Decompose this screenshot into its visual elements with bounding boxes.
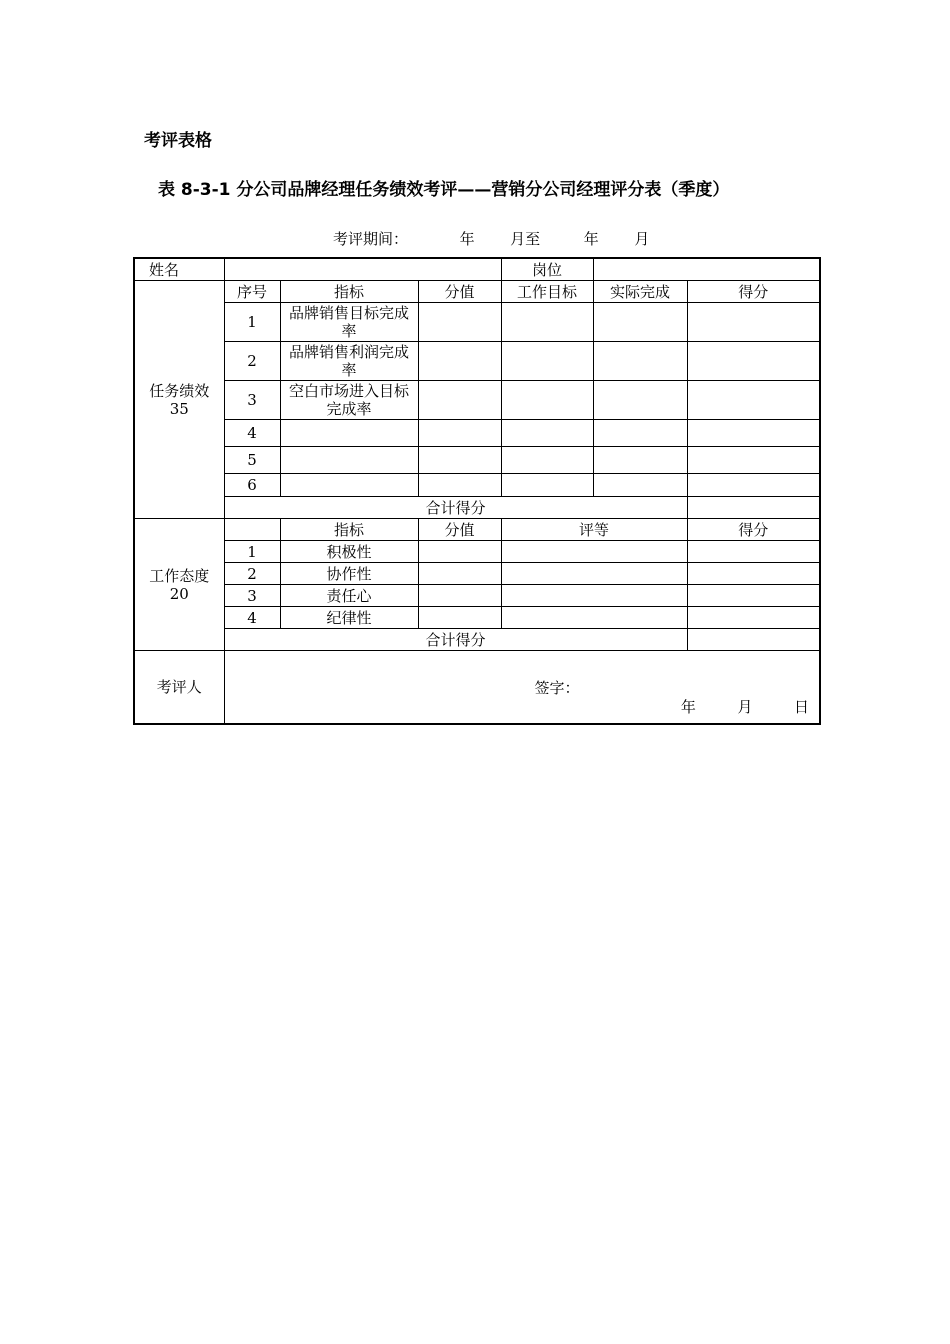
section-heading: 考评表格 xyxy=(144,131,212,151)
work-target-cell[interactable] xyxy=(501,474,593,497)
actual-cell[interactable] xyxy=(593,447,687,474)
work-target-cell[interactable] xyxy=(501,420,593,447)
rating-cell[interactable] xyxy=(501,607,687,629)
score-value-cell[interactable] xyxy=(418,303,501,342)
evaluator-signature-area[interactable] xyxy=(224,651,820,725)
row-seq: 1 xyxy=(224,541,280,563)
table-row xyxy=(134,381,820,420)
table-row xyxy=(134,585,820,607)
score-value-cell[interactable] xyxy=(418,381,501,420)
row-indicator: 空白市场进入目标完成率 xyxy=(280,381,418,420)
task-total-label: 合计得分 xyxy=(224,497,687,519)
actual-cell[interactable] xyxy=(593,420,687,447)
work-target-cell[interactable] xyxy=(501,381,593,420)
score-cell[interactable] xyxy=(687,541,820,563)
table-row xyxy=(134,420,820,447)
score-cell[interactable] xyxy=(687,420,820,447)
table-row xyxy=(134,607,820,629)
header-score-value: 分值 xyxy=(418,281,501,303)
row-indicator: 品牌销售目标完成率 xyxy=(280,303,418,342)
row-seq: 1 xyxy=(224,303,280,342)
score-cell[interactable] xyxy=(687,585,820,607)
actual-cell[interactable] xyxy=(593,303,687,342)
row-seq: 4 xyxy=(224,607,280,629)
period-month-to: 月至 xyxy=(510,230,541,248)
table-row xyxy=(134,303,820,342)
task-section-name: 任务绩效 xyxy=(149,381,210,400)
attitude-header-score-value: 分值 xyxy=(418,519,501,541)
actual-cell[interactable] xyxy=(593,474,687,497)
score-cell[interactable] xyxy=(687,474,820,497)
score-value-cell[interactable] xyxy=(418,607,501,629)
evaluation-period xyxy=(333,228,649,249)
row-seq: 5 xyxy=(224,447,280,474)
score-cell[interactable] xyxy=(687,563,820,585)
row-seq: 3 xyxy=(224,381,280,420)
header-seq: 序号 xyxy=(224,281,280,303)
row-indicator: 纪律性 xyxy=(280,607,418,629)
row-indicator[interactable] xyxy=(280,447,418,474)
signature-month: 月 xyxy=(737,698,753,716)
position-label: 岗位 xyxy=(501,258,593,281)
attitude-total-label: 合计得分 xyxy=(224,629,687,651)
row-indicator[interactable] xyxy=(280,420,418,447)
evaluator-label: 考评人 xyxy=(134,651,224,725)
score-cell[interactable] xyxy=(687,303,820,342)
work-target-cell[interactable] xyxy=(501,447,593,474)
rating-cell[interactable] xyxy=(501,585,687,607)
row-indicator: 责任心 xyxy=(280,585,418,607)
rating-cell[interactable] xyxy=(501,541,687,563)
table-row xyxy=(134,447,820,474)
period-year-1: 年 xyxy=(459,230,475,248)
score-cell[interactable] xyxy=(687,607,820,629)
score-value-cell[interactable] xyxy=(418,447,501,474)
period-month-2: 月 xyxy=(634,230,650,248)
header-work-target: 工作目标 xyxy=(501,281,593,303)
row-indicator: 协作性 xyxy=(280,563,418,585)
row-seq: 2 xyxy=(224,563,280,585)
name-label: 姓名 xyxy=(134,258,224,281)
signature-date xyxy=(681,698,809,716)
score-value-cell[interactable] xyxy=(418,541,501,563)
actual-cell[interactable] xyxy=(593,381,687,420)
evaluation-form-table xyxy=(133,257,821,725)
signature-day: 日 xyxy=(794,698,810,716)
period-label: 考评期间： xyxy=(333,230,409,248)
score-cell[interactable] xyxy=(687,342,820,381)
row-seq: 3 xyxy=(224,585,280,607)
table-row xyxy=(134,342,820,381)
task-total-score-cell[interactable] xyxy=(687,497,820,519)
table-row xyxy=(134,474,820,497)
attitude-header-rating: 评等 xyxy=(501,519,687,541)
row-seq: 4 xyxy=(224,420,280,447)
period-year-2: 年 xyxy=(583,230,599,248)
task-section-label xyxy=(134,281,224,519)
score-cell[interactable] xyxy=(687,381,820,420)
attitude-section-label xyxy=(134,519,224,651)
row-indicator: 积极性 xyxy=(280,541,418,563)
attitude-header-score: 得分 xyxy=(687,519,820,541)
rating-cell[interactable] xyxy=(501,563,687,585)
actual-cell[interactable] xyxy=(593,342,687,381)
task-section-weight: 35 xyxy=(169,399,189,418)
name-field[interactable] xyxy=(224,258,501,281)
row-indicator[interactable] xyxy=(280,474,418,497)
attitude-header-indicator: 指标 xyxy=(280,519,418,541)
attitude-section-weight: 20 xyxy=(169,584,189,603)
work-target-cell[interactable] xyxy=(501,342,593,381)
signature-year: 年 xyxy=(680,698,696,716)
attitude-total-score-cell[interactable] xyxy=(687,629,820,651)
attitude-section-name: 工作态度 xyxy=(149,566,210,585)
score-cell[interactable] xyxy=(687,447,820,474)
header-actual: 实际完成 xyxy=(593,281,687,303)
row-seq: 2 xyxy=(224,342,280,381)
score-value-cell[interactable] xyxy=(418,563,501,585)
table-row xyxy=(134,563,820,585)
row-seq: 6 xyxy=(224,474,280,497)
signature-label: 签字： xyxy=(534,679,580,697)
work-target-cell[interactable] xyxy=(501,303,593,342)
table-title: 表 8-3-1 分公司品牌经理任务绩效考评——营销分公司经理评分表（季度） xyxy=(158,180,730,200)
attitude-header-seq xyxy=(224,519,280,541)
score-value-cell[interactable] xyxy=(418,420,501,447)
score-value-cell[interactable] xyxy=(418,585,501,607)
row-indicator: 品牌销售利润完成率 xyxy=(280,342,418,381)
score-value-cell[interactable] xyxy=(418,474,501,497)
header-indicator: 指标 xyxy=(280,281,418,303)
score-value-cell[interactable] xyxy=(418,342,501,381)
position-field[interactable] xyxy=(593,258,820,281)
table-row xyxy=(134,541,820,563)
header-score: 得分 xyxy=(687,281,820,303)
